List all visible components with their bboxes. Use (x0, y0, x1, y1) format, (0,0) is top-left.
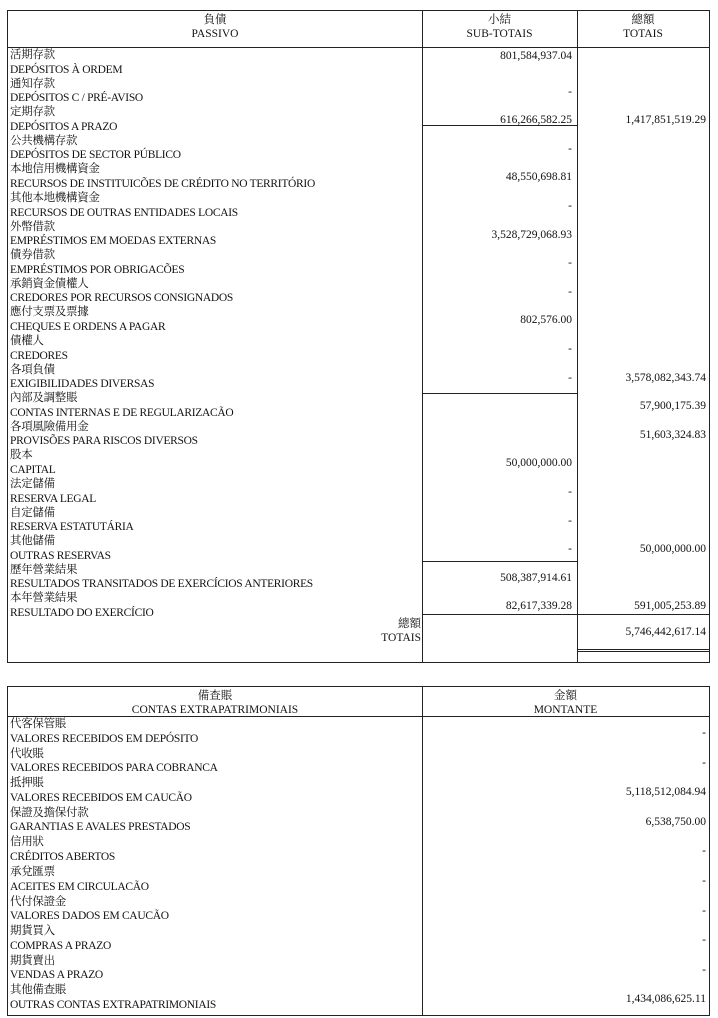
table-row (8, 865, 709, 895)
label-pt: VALORES RECEBIDOS PARA COBRANCA (10, 762, 218, 775)
label-zh: 股本 (10, 449, 33, 462)
label-pt: EXIGIBILIDADES DIVERSAS (10, 378, 155, 391)
label-pt: RESULTADO DO EXERCÍCIO (10, 606, 154, 619)
amount-value: - (702, 756, 706, 769)
row-label (10, 895, 169, 924)
row-label (10, 220, 216, 249)
table-row (8, 420, 709, 449)
label-zh: 定期存款 (10, 106, 55, 119)
row-label (10, 391, 233, 420)
table-row (8, 835, 709, 865)
table-row (8, 806, 709, 836)
label-zh: 通知存款 (10, 77, 55, 90)
header-zh: 總額 (631, 14, 655, 26)
row-label (10, 305, 165, 334)
label-zh: 應付支票及票據 (10, 306, 89, 319)
label-zh: 公共機構存款 (10, 134, 78, 147)
header-pt: PASSIVO (191, 28, 239, 40)
table-row (8, 191, 709, 220)
label-zh: 其他儲備 (10, 535, 55, 548)
subtotal-value: - (568, 543, 572, 556)
label-pt: RESULTADOS TRANSITADOS DE EXERCÍCIOS ANTERIORES (10, 578, 313, 591)
row-label (10, 162, 315, 191)
label-pt: DEPÓSITOS DE SECTOR PÚBLICO (10, 149, 181, 162)
label-zh: 代付保證金 (10, 895, 66, 908)
table-row (8, 134, 709, 163)
table-row (8, 363, 709, 392)
subtotal-value: - (568, 200, 572, 212)
header-pt: TOTAIS (623, 28, 663, 40)
label-zh: 外幣借款 (10, 220, 55, 233)
label-zh: 債權人 (10, 335, 44, 347)
subtotal-value: 616,266,582.25 (500, 114, 572, 127)
table-row (8, 895, 709, 925)
row-label (10, 865, 149, 894)
row-label (10, 591, 153, 620)
total-value: 57,900,175.39 (639, 400, 706, 413)
total-value: 3,578,082,343.74 (625, 371, 706, 384)
table-row (8, 105, 709, 134)
label-pt: RECURSOS DE INSTITUICÕES DE CRÉDITO NO TERRITÓRIO (10, 177, 315, 190)
row-label (10, 983, 216, 1012)
row-label (10, 776, 192, 805)
row-label (10, 448, 56, 477)
row-label (10, 191, 238, 220)
subtotal-value: - (568, 257, 572, 270)
header-montante (422, 687, 709, 717)
table-row (8, 563, 709, 592)
table-row (8, 48, 709, 77)
row-label (10, 334, 68, 363)
label-pt: CREDORES (10, 349, 68, 362)
table-row (8, 391, 709, 420)
label-zh: 債券借款 (10, 249, 55, 262)
table-row (8, 591, 709, 620)
label-pt: RESERVA ESTATUTÁRIA (10, 521, 134, 534)
label-zh: 法定儲備 (10, 478, 55, 490)
label-pt: PROVISÕES PARA RISCOS DIVERSOS (10, 435, 198, 448)
totals-zh: 總額 (398, 618, 421, 630)
header-pt: MONTANTE (533, 704, 598, 716)
table-row (8, 305, 709, 334)
label-zh: 活期存款 (10, 49, 55, 61)
header-passivo (8, 11, 422, 41)
row-label (10, 806, 190, 835)
label-pt: DEPÓSITOS C / PRÉ-AVISO (10, 92, 143, 105)
table-row (8, 248, 709, 277)
row-label (10, 248, 184, 277)
subtotal-value: - (568, 85, 572, 98)
row-label (10, 747, 218, 776)
table-row (8, 277, 709, 306)
label-pt: VALORES DADOS EM CAUCÃO (10, 910, 169, 923)
label-zh: 本地信用機構資金 (10, 163, 100, 176)
row-label (10, 477, 96, 506)
row-label (10, 534, 111, 563)
row-label (10, 506, 134, 535)
label-pt: COMPRAS A PRAZO (10, 939, 111, 952)
row-label (10, 717, 198, 746)
subtotal-value: 3,528,729,068.93 (491, 228, 572, 241)
header-zh: 負債 (203, 14, 227, 26)
label-zh: 代收賬 (10, 747, 44, 760)
total-value: 591,005,253.89 (634, 600, 706, 613)
total-value: 1,417,851,519.29 (625, 114, 706, 127)
label-pt: RECURSOS DE OUTRAS ENTIDADES LOCAIS (10, 206, 238, 219)
label-zh: 承銷資金債權人 (10, 277, 89, 290)
totals-pt: TOTAIS (381, 632, 421, 644)
table-row (8, 924, 709, 954)
subtotal-value: 801,584,937.04 (500, 50, 572, 62)
subtotal-value: 82,617,339.28 (505, 600, 572, 613)
subtotal-value: - (568, 514, 572, 527)
subtotal-value: 50,000,000.00 (505, 457, 572, 470)
amount-value: - (702, 875, 706, 887)
subtotal-value: - (568, 371, 572, 384)
label-zh: 自定儲備 (10, 506, 55, 519)
label-pt: EMPRÉSTIMOS EM MOEDAS EXTERNAS (10, 235, 217, 248)
total-value: 50,000,000.00 (639, 543, 706, 556)
totals-label (381, 617, 421, 645)
label-pt: OUTRAS RESERVAS (10, 549, 111, 562)
label-zh: 保證及擔保付款 (10, 806, 89, 819)
table-row (8, 477, 709, 506)
row-label (10, 924, 111, 953)
subtotal-value: - (568, 343, 572, 355)
label-pt: CRÉDITOS ABERTOS (10, 850, 115, 863)
table-row (8, 162, 709, 191)
subtotal-value: 802,576.00 (520, 314, 572, 327)
label-pt: VENDAS A PRAZO (10, 969, 103, 982)
table-row (8, 448, 709, 477)
label-zh: 各項負債 (10, 363, 55, 376)
passivo-table (7, 10, 710, 663)
table-row (8, 334, 709, 363)
label-zh: 其他本地機構資金 (10, 192, 100, 204)
table-row (8, 776, 709, 806)
extrapatrimoniais-table (7, 686, 710, 1016)
label-pt: VALORES RECEBIDOS EM CAUCÃO (10, 791, 192, 804)
subtotal-value: 508,387,914.61 (500, 571, 572, 584)
table-row (8, 77, 709, 106)
amount-value: 6,538,750.00 (645, 815, 706, 828)
label-zh: 本年營業結果 (10, 592, 78, 605)
label-pt: EMPRÉSTIMOS POR OBRIGACÕES (10, 263, 185, 276)
row-label (10, 954, 103, 983)
table-row (8, 220, 709, 249)
header-pt: CONTAS EXTRAPATRIMONIAIS (131, 704, 299, 716)
row-label (10, 105, 117, 134)
label-pt: RESERVA LEGAL (10, 492, 97, 505)
label-pt: DEPÓSITOS A PRAZO (10, 120, 118, 133)
table-row (8, 506, 709, 535)
label-zh: 各項風險備用金 (10, 420, 89, 433)
row-label (10, 835, 115, 864)
subtotal-value: 48,550,698.81 (505, 171, 572, 184)
label-zh: 承兌匯票 (10, 866, 55, 878)
label-pt: ACEITES EM CIRCULACÃO (10, 880, 149, 893)
amount-value: - (702, 904, 706, 917)
table-row (8, 954, 709, 984)
row-label (10, 563, 313, 592)
table-row (8, 534, 709, 563)
label-zh: 其他備查賬 (10, 984, 66, 997)
header-zh: 小結 (488, 14, 511, 26)
label-pt: CHEQUES E ORDENS A PAGAR (10, 320, 166, 333)
label-zh: 內部及調整賬 (10, 392, 78, 405)
row-label (10, 277, 233, 306)
amount-value: - (702, 727, 706, 739)
amount-value: 5,118,512,084.94 (625, 786, 706, 799)
header-subtotais (422, 11, 577, 41)
row-label (10, 420, 198, 449)
label-zh: 歷年營業結果 (10, 563, 78, 576)
header-contas (8, 687, 422, 717)
header-pt: SUB-TOTAIS (466, 28, 533, 40)
label-zh: 代客保管賬 (10, 718, 66, 730)
subtotal-value: - (568, 142, 572, 155)
label-pt: GARANTIAS E AVALES PRESTADOS (10, 821, 191, 834)
amount-value: - (702, 845, 706, 858)
table-row (8, 747, 709, 777)
amount-value: - (702, 934, 706, 947)
label-zh: 期貨賣出 (10, 954, 55, 967)
double-underline (577, 649, 709, 654)
subtotal-value: - (568, 285, 572, 298)
label-pt: CREDORES POR RECURSOS CONSIGNADOS (10, 292, 234, 305)
label-zh: 信用狀 (10, 836, 44, 849)
label-pt: CONTAS INTERNAS E DE REGULARIZACÃO (10, 406, 234, 419)
subtotal-value: - (568, 486, 572, 498)
amount-value: 1,434,086,625.11 (625, 993, 706, 1006)
label-pt: OUTRAS CONTAS EXTRAPATRIMONIAIS (10, 998, 216, 1011)
header-zh: 金額 (554, 690, 577, 702)
label-zh: 抵押賬 (10, 777, 44, 790)
amount-value: - (702, 963, 706, 976)
label-pt: VALORES RECEBIDOS EM DEPÓSITO (10, 732, 198, 745)
label-pt: CAPITAL (10, 463, 56, 476)
table-row (8, 983, 709, 1013)
row-label (10, 134, 181, 163)
row-label (10, 363, 154, 392)
label-zh: 期貨買入 (10, 925, 55, 938)
table-row (8, 717, 709, 747)
grand-total-value: 5,746,442,617.14 (625, 626, 706, 638)
row-label (10, 77, 143, 106)
total-value: 51,603,324.83 (639, 428, 706, 441)
row-label (10, 48, 122, 77)
header-zh: 備查賬 (197, 690, 233, 702)
label-pt: DEPÓSITOS À ORDEM (10, 63, 123, 76)
header-totais (577, 11, 709, 41)
